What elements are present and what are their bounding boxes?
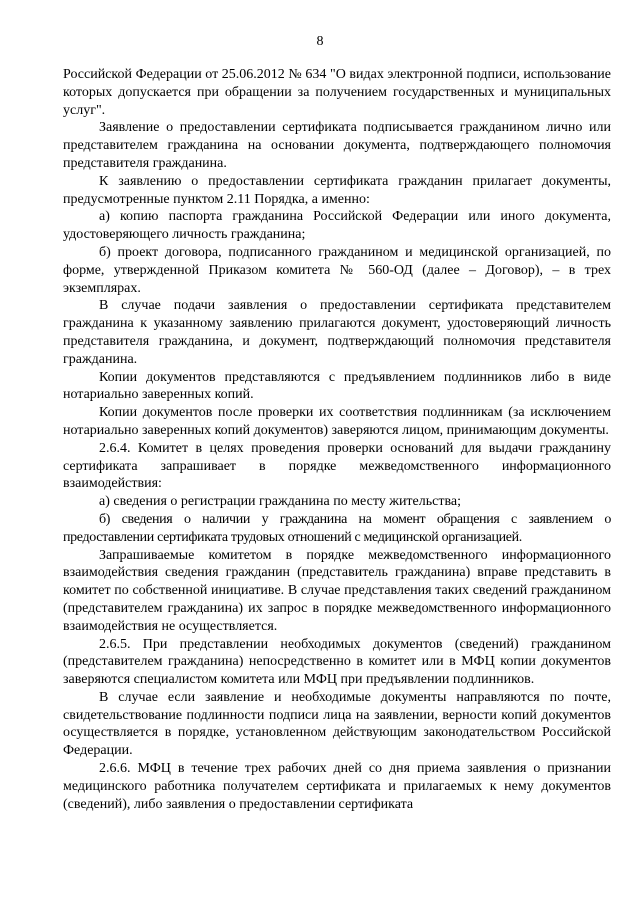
paragraph: Запрашиваемые комитетом в порядке межведомственного информационного взаимодействия сведения гражданин (представитель гражданина) вправе представить в комитет по собственной инициативе. В случае представления таких сведений гражданином (представителем гражданина) их запрос в порядке межведомственного информационного взаимодействия не осуществляется. <box>63 547 611 634</box>
paragraph: 2.6.6. МФЦ в течение трех рабочих дней со дня приема заявления о признании медицинского работника получателем сертификата и прилагаемых к нему документов (сведений), либо заявления о предоставлении сертификата <box>63 761 611 812</box>
paragraph: Заявление о предоставлении сертификата подписывается гражданином лично или представителем гражданина на основании документа, подтверждающего полномочия представителя гражданина. <box>63 120 611 171</box>
document-body <box>63 66 611 813</box>
paragraph: В случае подачи заявления о предоставлении сертификата представителем гражданина к указанному заявлению прилагаются документ, удостоверяющий личность представителя гражданина, и документ, подтверждающий полномочия представителя гражданина. <box>63 298 611 367</box>
paragraph: Копии документов после проверки их соответствия подлинникам (за исключением нотариально заверенных копий документов) заверяются лицом, принимающим документы. <box>63 405 611 438</box>
paragraph: К заявлению о предоставлении сертификата гражданин прилагает документы, предусмотренные пунктом 2.11 Порядка, а именно: <box>63 173 611 207</box>
paragraph: Копии документов представляются с предъявлением подлинников либо в виде нотариально заверенных копий. <box>63 369 611 403</box>
paragraph: 2.6.4. Комитет в целях проведения проверки оснований для выдачи гражданину сертификата запрашивает в порядке межведомственного информационного взаимодействия: <box>63 440 611 492</box>
paragraph: 2.6.5. При представлении необходимых документов (сведений) гражданином (представителем гражданина) непосредственно в комитет или в МФЦ копии документов заверяются специалистом комитета или МФЦ при предъявлении подлинников. <box>63 636 611 688</box>
paragraph: б) сведения о наличии у гражданина на момент обращения с заявлением о предоставлении сертификата трудовых отношений с медицинской организацией. <box>63 511 611 545</box>
paragraph: б) проект договора, подписанного гражданином и медицинской организацией, по форме, утвержденной Приказом комитета № 560-ОД (далее – Договор), – в трех экземплярах. <box>63 244 611 296</box>
page-number: 8 <box>316 34 324 49</box>
paragraph: а) копию паспорта гражданина Российской Федерации или иного документа, удостоверяющего личность гражданина; <box>63 209 611 243</box>
paragraph: а) сведения о регистрации гражданина по месту жительства; <box>99 494 461 510</box>
paragraph: Российской Федерации от 25.06.2012 № 634 "О видах электронной подписи, использование которых допускается при обращении за получением государственных и муниципальных услуг". <box>63 67 611 118</box>
paragraph: В случае если заявление и необходимые документы направляются по почте, свидетельствование подлинности подписи лица на заявлении, верности копий документов осуществляется в порядке, установленном действующим законодательством Российской Федерации. <box>63 689 611 759</box>
